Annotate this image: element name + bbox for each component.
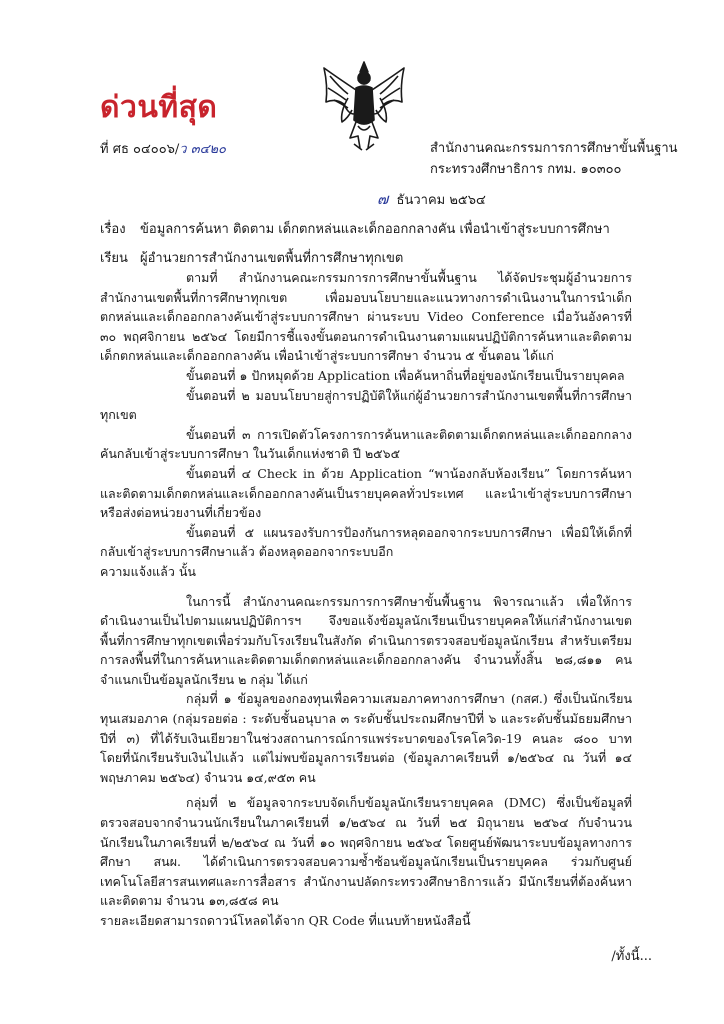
- agency-address: [430, 138, 710, 180]
- step-5: ขั้นตอนที่ ๕ แผนรองรับการป้องกันการหลุดออกจากระบบการศึกษา เพื่อมิให้เด็กที่กลับเข้าสู่ระบบการศึกษาแล้ว ต้องหลุดออกจากระบบอีก: [100, 524, 632, 560]
- subject-label: เรื่อง: [100, 222, 126, 237]
- group-1: กลุ่มที่ ๑ ข้อมูลของกองทุนเพื่อความเสมอภาคทางการศึกษา (กสศ.) ซึ่งเป็นนักเรียนทุนเสมอภาค (กลุ่มรอยต่อ : ระดับชั้นอนุบาล ๓ ระดับชั้นประถมศึกษาปีที่ ๖ และระดับชั้นมัธยมศึกษาปีที่ ๓) ที่ได้รับเงินเยียวยาในช่วงสถานการณ์การแพร่ระบาดของโรคโควิด-19 คนละ ๘๐๐ บาท โดยที่นักเรียนรับเงินไปแล้ว แต่ไม่พบข้อมูลการเรียนต่อ (ข้อมูลภาคเรียนที่ ๑/๒๕๖๔ ณ วันที่ ๑๔ พฤษภาคม ๒๕๖๔) จำนวน ๑๔,๙๕๓ คน: [100, 691, 632, 785]
- step-2: ขั้นตอนที่ ๒ มอบนโยบายสู่การปฏิบัติให้แก่ผู้อำนวยการสำนักงานเขตพื้นที่การศึกษาทุกเขต: [100, 387, 632, 423]
- document-number-value: ว ๓๔๒๐: [179, 142, 226, 157]
- continued-marker: /ทั้งนี้...: [611, 949, 652, 964]
- document-date: [377, 187, 486, 211]
- document-number: [100, 138, 226, 159]
- step-4: ขั้นตอนที่ ๔ Check in ด้วย Application “พาน้องกลับห้องเรียน” โดยการค้นหาและติดตามเด็กตกหล่นและเด็กออกกลางคันเป็นรายบุคคลทั่วประเทศ และนำเข้าสู่ระบบการศึกษาหรือส่งต่อหน่วยงานที่เกี่ยวข้อง: [100, 465, 632, 521]
- step-3: ขั้นตอนที่ ๓ การเปิดตัวโครงการการค้นหาและติดตามเด็กตกหล่นและเด็กออกกลางคันกลับเข้าสู่ระบบการศึกษา ในวันเด็กแห่งชาติ ปี ๒๕๖๕: [100, 426, 632, 462]
- document-number-prefix: ที่ ศธ ๐๔๐๐๖/: [100, 142, 180, 157]
- letter-body: [100, 268, 632, 931]
- step-1: ขั้นตอนที่ ๑ ปักหมุดด้วย Application เพื่อค้นหาถิ่นที่อยู่ของนักเรียนเป็นรายบุคคล: [186, 367, 625, 383]
- recipient-label: เรียน: [100, 251, 128, 266]
- subject-line: [100, 218, 610, 239]
- paragraph-noted: ความแจ้งแล้ว นั้น: [100, 563, 196, 579]
- paragraph-intro: ตามที่ สำนักงานคณะกรรมการการศึกษาขั้นพื้นฐาน ได้จัดประชุมผู้อำนวยการสำนักงานเขตพื้นที่การศึกษาทุกเขต เพื่อมอบนโยบายและแนวทางการดำเนินงานในการนำเด็กตกหล่นและเด็กออกกลางคันเข้าสู่ระบบการศึกษา ผ่านระบบ Video Conference เมื่อวันอังคารที่ ๓๐ พฤศจิกายน ๒๕๖๔ โดยมีการชี้แจงขั้นตอนการดำเนินงานตามแผนปฏิบัติการค้นหาและติดตามเด็กตกหล่นและเด็กออกกลางคัน เพื่อนำเข้าสู่ระบบการศึกษา จำนวน ๕ ขั้นตอน ได้แก่: [100, 270, 632, 364]
- garuda-emblem-icon: [318, 58, 410, 154]
- group-2: กลุ่มที่ ๒ ข้อมูลจากระบบจัดเก็บข้อมูลนักเรียนรายบุคคล (DMC) ซึ่งเป็นข้อมูลที่ตรวจสอบจากจำนวนนักเรียนในภาคเรียนที่ ๑/๒๕๖๔ ณ วันที่ ๒๕ มิถุนายน ๒๕๖๔ กับจำนวนนักเรียนในภาคเรียนที่ ๒/๒๕๖๔ ณ วันที่ ๑๐ พฤศจิกายน ๒๕๖๔ โดยศูนย์พัฒนาระบบข้อมูลทางการศึกษา สนผ. ได้ดำเนินการตรวจสอบความซ้ำซ้อนข้อมูลนักเรียนเป็นรายบุคคล ร่วมกับศูนย์เทคโนโลยีสารสนเทศและการสื่อสาร สำนักงานปลัดกระทรวงศึกษาธิการแล้ว มีนักเรียนที่ต้องค้นหาและติดตาม จำนวน ๑๓,๘๕๘ คน: [100, 795, 632, 909]
- paragraph-announcement: ในการนี้ สำนักงานคณะกรรมการการศึกษาขั้นพื้นฐาน พิจารณาแล้ว เพื่อให้การดำเนินงานเป็นไปตามแผนปฏิบัติการฯ จึงขอแจ้งข้อมูลนักเรียนเป็นรายบุคคลให้แก่สำนักงานเขตพื้นที่การศึกษาทุกเขตเพื่อร่วมกับโรงเรียนในสังกัด ดำเนินการตรวจสอบข้อมูลนักเรียน สำหรับเตรียมการลงพื้นที่ในการค้นหาและติดตามเด็กตกหล่นและเด็กออกกลางคัน จำนวนทั้งสิ้น ๒๘,๘๑๑ คน จำแนกเป็นข้อมูลนักเรียน ๒ กลุ่ม ได้แก่: [100, 593, 632, 687]
- agency-name: สำนักงานคณะกรรมการการศึกษาขั้นพื้นฐาน: [430, 141, 678, 156]
- subject-text: ข้อมูลการค้นหา ติดตาม เด็กตกหล่นและเด็กออกกลางคัน เพื่อนำเข้าสู่ระบบการศึกษา: [140, 222, 610, 237]
- date-day: ๗: [377, 190, 389, 208]
- agency-ministry: กระทรวงศึกษาธิการ กทม. ๑๐๓๐๐: [430, 162, 622, 177]
- paragraph-details: รายละเอียดสามารถดาวน์โหลดได้จาก QR Code ที่แนบท้ายหนังสือนี้: [100, 913, 471, 928]
- date-month-year: ธันวาคม ๒๕๖๔: [396, 193, 486, 208]
- recipient-text: ผู้อำนวยการสำนักงานเขตพื้นที่การศึกษาทุกเขต: [140, 251, 404, 266]
- urgent-label: ด่วนที่สุด: [100, 90, 218, 125]
- recipient-line: [100, 247, 403, 268]
